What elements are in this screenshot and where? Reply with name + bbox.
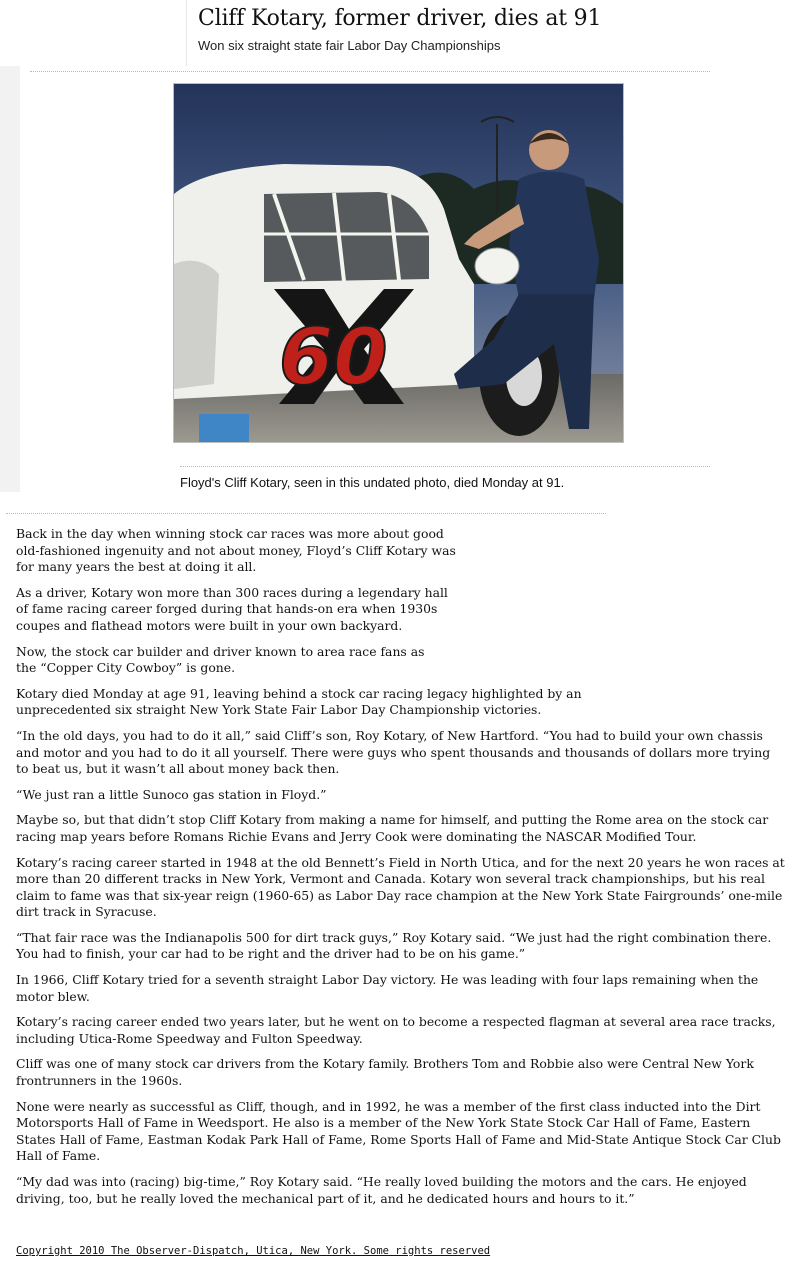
copyright-link[interactable]: Copyright 2010 The Observer-Dispatch, Utica, New York. Some rights reserved — [16, 1245, 491, 1257]
paragraph-11: Kotary’s racing career ended two years later, but he went on to become a respected flagman at several area race tracks, including Utica-Rome Speedway and Fulton Speedway. — [16, 1014, 776, 1046]
header-blank-panel — [0, 0, 187, 66]
divider-caption — [180, 466, 710, 467]
fuel-can — [199, 414, 249, 442]
paragraph-13: None were nearly as successful as Cliff, though, and in 1992, he was a member of the first class inducted into the Dirt Motorsports Hall of Fame in Weedsport. He also is a member of the New York State Stock Car Hall of Fame, Eastern States Hall of Fame, Eastman Kodak Park Hall of Fame, Rome Sports Hall of Fame and Mid-State Antique Stock Car Club Hall of Fame. — [16, 1098, 781, 1164]
left-gutter — [0, 0, 20, 492]
paragraph-9: “That fair race was the Indianapolis 500 for dirt track guys,” Roy Kotary said. “We just had the right combination there. You had to finish, your car had to be right and the driver had to be on his game.” — [16, 929, 772, 962]
car-grill — [174, 261, 219, 389]
driver-shirt — [509, 172, 599, 300]
paragraph-3: Now, the stock car builder and driver known to area race fans as the “Copper City Cowboy” is gone. — [16, 643, 425, 676]
car-number: 60 — [279, 313, 388, 403]
article-photo — [173, 83, 624, 443]
paragraph-1: Back in the day when winning stock car races was more about good old-fashioned ingenuity and not about money, Floyd’s Cliff Kotary was for many years the best at doing it all. — [16, 526, 456, 575]
paragraph-14: “My dad was into (racing) big-time,” Roy Kotary said. “He really loved building the motors and the cars. He enjoyed driving, too, but he really loved the mechanical part of it, and he dedicated hours and hours to it.” — [16, 1174, 747, 1206]
subheadline: Won six straight state fair Labor Day Championships — [198, 38, 501, 53]
paragraph-5: “In the old days, you had to do it all,” said Cliff’s son, Roy Kotary, of New Hartford. “You had to build your own chassis and motor and you had to do it all yourself. There were guys who spent thousands and thousands of dollars more trying to beat us, but it wasn’t all about money back then. — [16, 727, 771, 777]
paragraph-6: “We just ran a little Sunoco gas station in Floyd.” — [16, 786, 327, 802]
paragraph-4: Kotary died Monday at age 91, leaving behind a stock car racing legacy highlighted by an unprecedented six straight New York State Fair Labor Day Championship victories. — [16, 685, 582, 718]
headline: Cliff Kotary, former driver, dies at 91 — [198, 6, 602, 31]
paragraph-7: Maybe so, but that didn’t stop Cliff Kotary from making a name for himself, and putting the Rome area on the stock car racing map years before Romans Richie Evans and Jerry Cook were dominating the NASCAR Modified Tour. — [16, 812, 769, 844]
paragraph-2: As a driver, Kotary won more than 300 races during a legendary hall of fame racing career forged during that hands-on era when 1930s coupes and flathead motors were built in your own backyard. — [16, 584, 448, 633]
paragraph-10: In 1966, Cliff Kotary tried for a seventh straight Labor Day victory. He was leading with four laps remaining when the motor blew. — [16, 972, 759, 1004]
divider-body — [6, 513, 606, 514]
divider-top — [30, 71, 710, 72]
photo-caption: Floyd's Cliff Kotary, seen in this undated photo, died Monday at 91. — [180, 475, 565, 490]
paragraph-12: Cliff was one of many stock car drivers from the Kotary family. Brothers Tom and Robbie also were Central New York frontrunners in the 1960s. — [16, 1056, 754, 1089]
racing-helmet — [475, 248, 519, 284]
article-body — [16, 526, 786, 1216]
paragraph-8: Kotary’s racing career started in 1948 at the old Bennett’s Field in North Utica, and for the next 20 years he won races at more than 20 different tracks in New York, Vermont and Canada. Kotary won several track championships, but his real claim to fame was that six-year reign (1960-65) as Labor Day race champion at the New York State Fairgrounds’ one-mile dirt track in Syracuse. — [16, 854, 785, 920]
